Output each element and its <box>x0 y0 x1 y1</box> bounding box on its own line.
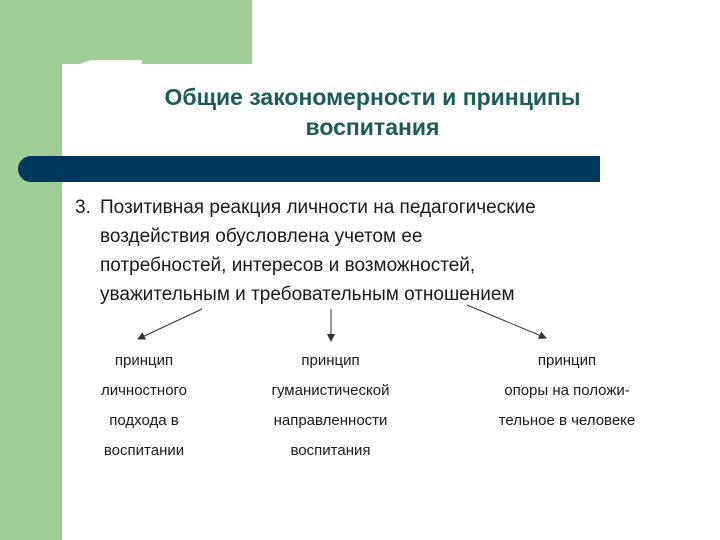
slide-title-line-1: Общие закономерности и принципы <box>164 84 581 110</box>
slide-title-line-2: воспитания <box>305 114 440 140</box>
principle-line: подхода в <box>109 412 179 429</box>
principle-line: принцип <box>301 352 360 369</box>
arrow-right <box>467 305 546 338</box>
principle-humanistic-orientation <box>243 346 418 466</box>
principle-line: принцип <box>537 352 597 369</box>
principle-line: воспитании <box>103 442 185 459</box>
principle-positive-reliance <box>462 346 672 436</box>
principle-line: тельное в человеке <box>498 412 636 429</box>
body-line-3: потребностей, интересов и возможностей, <box>100 255 476 276</box>
principle-line: принцип <box>114 352 174 369</box>
principle-line: воспитания <box>290 442 371 459</box>
body-line-4: уважительным и требовательным отношением <box>100 284 515 305</box>
body-line-1: Позитивная реакция личности на педагогические <box>100 197 536 218</box>
principle-line: гуманистической <box>271 382 390 399</box>
principle-line: направленности <box>273 412 388 429</box>
principle-personal-approach <box>64 346 224 466</box>
arrow-left <box>138 309 202 339</box>
body-line-2: воздействия обусловлена учетом ее <box>100 226 423 247</box>
principle-line: опоры на положи- <box>504 382 630 399</box>
principle-line: личностного <box>100 382 188 399</box>
item-number: 3. <box>75 197 91 218</box>
